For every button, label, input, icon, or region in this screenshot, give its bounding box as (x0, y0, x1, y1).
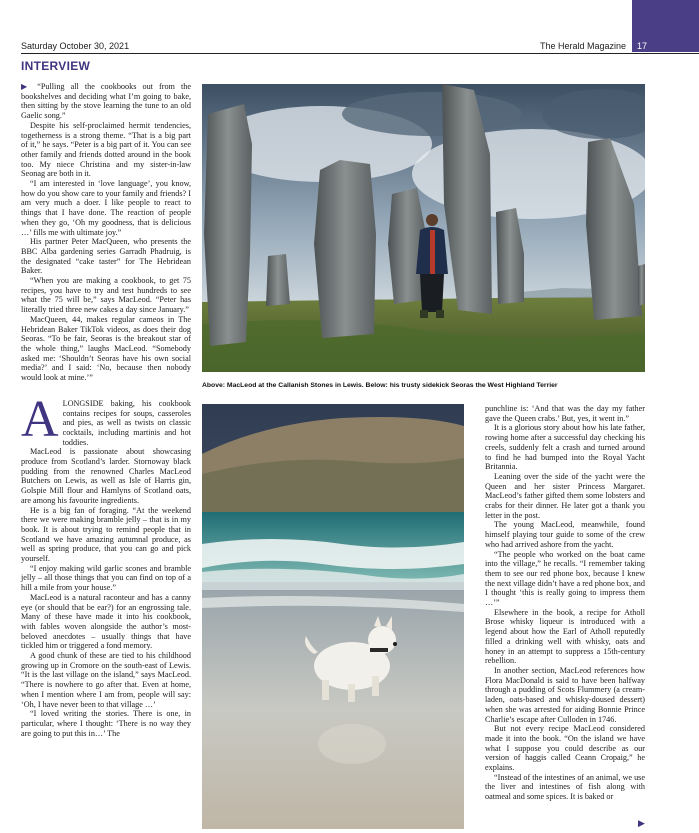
paragraph: “When you are making a cookbook, to get 75 recipes, you have to try and test hundreds to see what the 75 will be,” says MacLeod. “Peter has literally tried three new cakes a day since January.” (21, 276, 191, 315)
paragraph: MacQueen, 44, makes regular cameos in The Hebridean Baker TikTok videos, as does their dog Seoras. “To be fair, Seoras is the breakout star of the whole thing,” laughs MacLeod. “Somebody asked me: ‘Shouldn’t Seoras have his own social media?’ and I said: ‘No, because then nobody would look at mine.’” (21, 314, 191, 383)
paragraph: “I am interested in ‘love language’, you know, how do you show care to your family and friends? I am very much a doer. I like people to react to things that I have done. The reaction of people when they go, ‘Oh my goodness, that is delicious …’ fills me with ultimate joy.” (21, 179, 191, 237)
article-column-1 (21, 82, 191, 738)
westie-beach-photo (202, 404, 464, 829)
paragraph: MacLeod is a natural raconteur and has a canny eye (or should that be ear?) for an engrossing tale. Many of these have made it into his cookbook, with fables woven alongside the author’s most-beloved anecdotes – usually things that have tickled him or triggered a fond memory. (21, 592, 191, 651)
photo-caption: Above: MacLeod at the Callanish Stones in Lewis. Below: his trusty sidekick Seoras the West Highland Terrier (202, 382, 558, 389)
paragraph: punchline is: ‘And that was the day my father gave the Queen crabs.’ But, yes, it went in.” (485, 404, 645, 423)
issue-date: Saturday October 30, 2021 (21, 41, 130, 51)
paragraph: Despite his self-proclaimed hermit tendencies, togetherness is a strong theme. “That is a big part of it,” he says. “Peter is a big part of it. You can see other family and friends dotted around in the book too. My niece Christina and my sister-in-law Seonag are both in it. (21, 120, 191, 179)
paragraph: “I enjoy making wild garlic scones and bramble jelly – all those things that you can find on top of a hill a mile from your house.” (21, 563, 191, 593)
paragraph: MacLeod is passionate about showcasing produce from Scotland’s larder. Stornoway black pudding from the renowned Charles MacLeod Butchers on Lewis, as well as Isle of Harris gin, Golspie Mill flour and Hamlyns of Scotland oats, are among his favourite ingredients. (21, 447, 191, 505)
lead-paragraph: ▶ “Pulling all the cookbooks out from the bookshelves and deciding what I’m going to bake, then sitting by the stove learning the tune to an old Gaelic song.” (21, 82, 191, 121)
dropcap-block (21, 390, 191, 448)
page-number: 17 (637, 41, 648, 51)
paragraph: The young MacLeod, meanwhile, found himself playing tour guide to some of the crew who had arrived ashore from the yacht. (485, 520, 645, 549)
paragraph: In another section, MacLeod references how Flora MacDonald is said to have been halfway through a pudding of Scots Flummery (a cream-laden, oats-based and whisky-doused dessert) when she was arrested for aiding Bonnie Prince Charlie’s escape after Culloden in 1746. (485, 665, 645, 724)
callanish-stones-photo (202, 84, 645, 372)
paragraph: “Instead of the intestines of an animal, we use the liver and intestines of fish along with oatmeal and some spices. It is baked or (485, 772, 645, 802)
paragraph: He is a big fan of foraging. “At the weekend there we were making bramble jelly – that is in my book. It is about trying to remind people that in Scotland we have amazing autumnal produce, as well as spring produce, that you can go and pick yourself. (21, 505, 191, 564)
paragraph: Elsewhere in the book, a recipe for Atholl Brose whisky liqueur is introduced with a legend about how the Earl of Atholl reputedly filled a drinking well with whisky, oats and honey in an attempt to suppress a 15th-century rebellion. (485, 607, 645, 666)
magazine-name: The Herald Magazine (540, 41, 627, 51)
paragraph: His partner Peter MacQueen, who presents the BBC Alba gardening series Garradh Phadruig, is the designated “cake taster” for The Hebridean Baker. (21, 237, 191, 276)
paragraph: But not every recipe MacLeod considered made it into the book. “On the island we have what I suppose you could describe as our version of haggis called Ceann Cropaig,” he explains. (485, 724, 645, 773)
paragraph: “I loved writing the stories. There is one, in particular, where I thought: ‘There is no way they are going to put this in…’ The (21, 709, 191, 738)
paragraph: A good chunk of these are tied to his childhood growing up in Cromore on the south-east of Lewis. “It is the last village on the island,” says MacLeod. “There is nowhere to go after that. Even at home, when I mention where I am from, people will say: ‘Oh, I have never been to that village …’ (21, 651, 191, 709)
header-rule (21, 53, 699, 54)
paragraph: “The people who worked on the boat came into the village,” he recalls. “I remember taking them to see our red phone box, because I knew the next village didn’t have a red phone box, and I thought ‘this is really going to impress them …’” (485, 549, 645, 608)
continue-triangle-icon: ▶ (638, 818, 645, 828)
dropcap-letter: A (21, 390, 59, 448)
triangle-right-icon: ▶ (21, 82, 38, 91)
article-column-3 (485, 404, 645, 802)
section-title: INTERVIEW (21, 59, 91, 73)
paragraph: Leaning over the side of the yacht were the Queen and her sister Princess Margaret. MacLeod’s father gifted them some lobsters and crabs for their dinner. He later got a thank you letter in the post. (485, 471, 645, 520)
dropcap-paragraph: LONGSIDE baking, his cookbook contains recipes for soups, casseroles and pies, as well as twists on classic cocktails, including martinis and hot toddies. (62, 398, 191, 447)
paragraph: It is a glorious story about how his late father, rowing home after a successful day checking his creels, suddenly felt a crash and turned around to find he had bumped into the Royal Yacht Britannia. (485, 423, 645, 472)
